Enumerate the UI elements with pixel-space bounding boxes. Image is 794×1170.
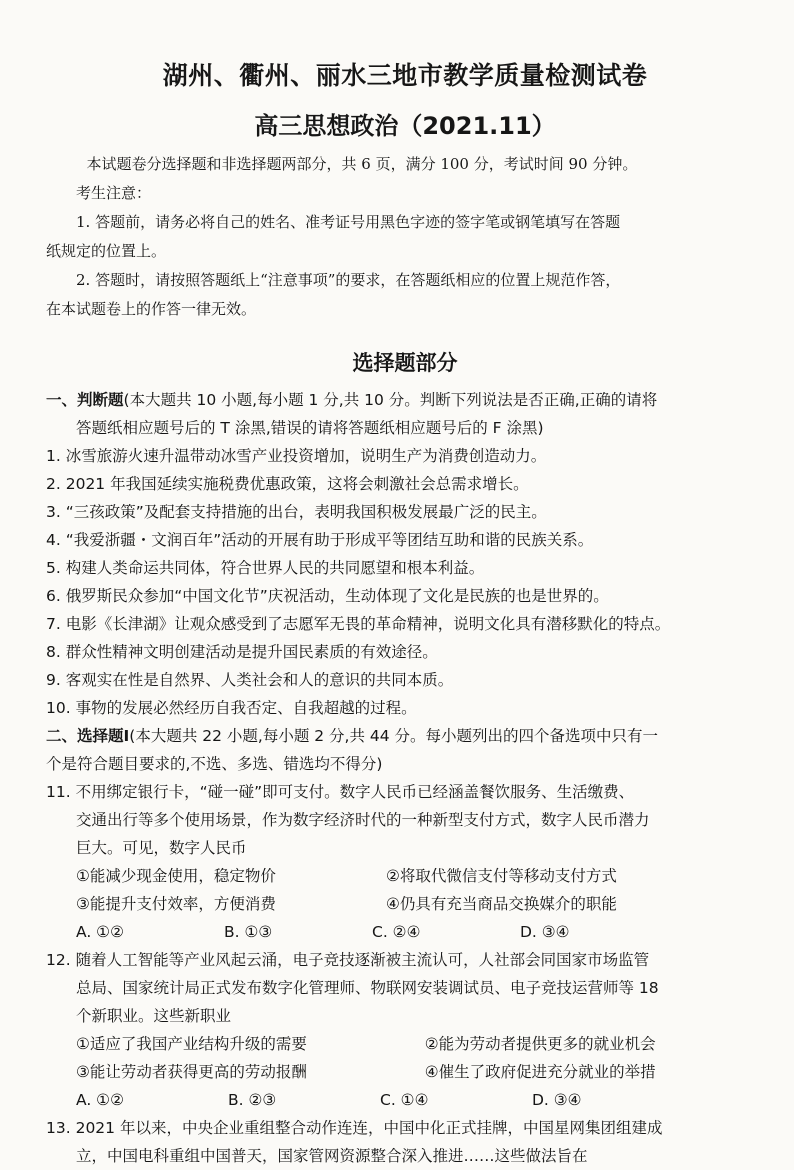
- part1-label: 一、判断题: [46, 391, 124, 409]
- instruction-line-3b: 纸规定的位置上。: [46, 242, 167, 260]
- q12-option-1: ①适应了我国产业结构升级的需要: [76, 1035, 307, 1053]
- instruction-line-2: 考生注意：: [76, 184, 152, 202]
- q11-stem-line2: 交通出行等多个使用场景，作为数字经济时代的一种新型支付方式，数字人民币潜力: [76, 811, 650, 829]
- q12-stem-line3: 个新职业。这些新职业: [76, 1007, 232, 1025]
- part1-desc-line1: (本大题共 10 小题,每小题 1 分,共 10 分。判断下列说法是否正确,正确的请将: [123, 391, 658, 409]
- q12-option-4: ④催生了政府促进充分就业的举措: [424, 1063, 656, 1081]
- judgment-item-8: 8. 群众性精神文明创建活动是提升国民素质的有效途径。: [46, 643, 438, 661]
- part1-heading: [46, 386, 764, 414]
- q12-stem-line1: 12. 随着人工智能等产业风起云涌，电子竞技逐渐被主流认可，人社部会同国家市场监管: [46, 951, 650, 969]
- q12-choice-d: D. ③④: [532, 1091, 582, 1109]
- q11-choices: [46, 918, 764, 946]
- part2-label: 二、选择题Ⅰ: [46, 727, 130, 745]
- exam-subtitle: 高三思想政治（2021.11）: [254, 112, 556, 140]
- instruction-line-3a: 1. 答题前，请务必将自己的姓名、准考证号用黑色字迹的签字笔或钢笔填写在答题: [76, 213, 621, 231]
- part2-desc-line2: 个是符合题目要求的,不选、多选、错选均不得分): [46, 755, 383, 773]
- q11-option-1: ①能减少现金使用，稳定物价: [76, 867, 276, 885]
- instruction-line-1: 本试题卷分选择题和非选择题两部分，共 6 页，满分 100 分，考试时间 90 分钟。: [86, 155, 638, 173]
- judgment-item-2: 2. 2021 年我国延续实施税费优惠政策，这将会刺激社会总需求增长。: [46, 475, 529, 493]
- instruction-line-4a: 2. 答题时，请按照答题纸上“注意事项”的要求，在答题纸相应的位置上规范作答，: [76, 271, 621, 289]
- judgment-item-4: 4. “我爱浙疆・文润百年”活动的开展有助于形成平等团结互助和谐的民族关系。: [46, 531, 594, 549]
- q11-options-row2: [46, 890, 764, 918]
- q12-option-2: ②能为劳动者提供更多的就业机会: [424, 1035, 656, 1053]
- judgment-item-7: 7. 电影《长津湖》让观众感受到了志愿军无畏的革命精神，说明文化具有潜移默化的特点。: [46, 615, 671, 633]
- q11-option-2: ②将取代微信支付等移动支付方式: [386, 867, 617, 885]
- q12-choice-b: B. ②③: [228, 1091, 277, 1109]
- q11-option-3: ③能提升支付效率，方便消费: [76, 895, 276, 913]
- part1-desc-line2: 答题纸相应题号后的 T 涂黑,错误的请将答题纸相应题号后的 F 涂黑): [76, 419, 544, 437]
- q12-options-row1: [46, 1030, 764, 1058]
- q12-choice-c: C. ①④: [380, 1091, 429, 1109]
- q11-choice-b: B. ①③: [224, 923, 273, 941]
- instruction-line-4b: 在本试题卷上的作答一律无效。: [46, 300, 257, 318]
- q11-choice-a: A. ①②: [76, 923, 124, 941]
- q12-stem-line2: 总局、国家统计局正式发布数字化管理师、物联网安装调试员、电子竞技运营师等 18: [76, 979, 659, 997]
- part2-heading: [46, 722, 764, 750]
- part2-desc-line1: (本大题共 22 小题,每小题 2 分,共 44 分。每小题列出的四个备选项中只有一: [129, 727, 659, 745]
- q13-stem-line2: 立，中国电科重组中国普天，国家管网资源整合深入推进……这些做法旨在: [76, 1147, 588, 1165]
- q12-option-3: ③能让劳动者获得更高的劳动报酬: [76, 1063, 307, 1081]
- q11-option-4: ④仍具有充当商品交换媒介的职能: [386, 895, 617, 913]
- exam-title: 湖州、衢州、丽水三地市教学质量检测试卷: [162, 61, 648, 90]
- judgment-item-6: 6. 俄罗斯民众参加“中国文化节”庆祝活动，生动体现了文化是民族的也是世界的。: [46, 587, 609, 605]
- question-content: [46, 386, 764, 1170]
- q11-stem-line1: 11. 不用绑定银行卡，“碰一碰”即可支付。数字人民币已经涵盖餐饮服务、生活缴费、: [46, 783, 635, 801]
- q11-stem-line3: 巨大。可见，数字人民币: [76, 839, 247, 857]
- judgment-item-10: 10. 事物的发展必然经历自我否定、自我超越的过程。: [46, 699, 417, 717]
- question-13: [46, 1114, 764, 1170]
- judgment-item-9: 9. 客观实在性是自然界、人类社会和人的意识的共同本质。: [46, 671, 454, 689]
- question-11: [46, 778, 764, 946]
- judgment-item-3: 3. “三孩政策”及配套支持措施的出台，表明我国积极发展最广泛的民主。: [46, 503, 547, 521]
- q12-options-row2: [46, 1058, 764, 1086]
- q12-choices: [46, 1086, 764, 1114]
- section-title: 选择题部分: [352, 351, 458, 375]
- judgment-item-1: 1. 冰雪旅游火速升温带动冰雪产业投资增加，说明生产为消费创造动力。: [46, 447, 547, 465]
- q11-options-row1: [46, 862, 764, 890]
- q12-choice-a: A. ①②: [76, 1091, 124, 1109]
- q11-choice-c: C. ②④: [372, 923, 421, 941]
- judgment-item-5: 5. 构建人类命运共同体，符合世界人民的共同愿望和根本利益。: [46, 559, 485, 577]
- question-12: [46, 946, 764, 1114]
- exam-instructions: [46, 150, 764, 324]
- q11-choice-d: D. ③④: [520, 923, 570, 941]
- q13-stem-line1: 13. 2021 年以来，中央企业重组整合动作连连，中国中化正式挂牌，中国星网集团组建成: [46, 1119, 663, 1137]
